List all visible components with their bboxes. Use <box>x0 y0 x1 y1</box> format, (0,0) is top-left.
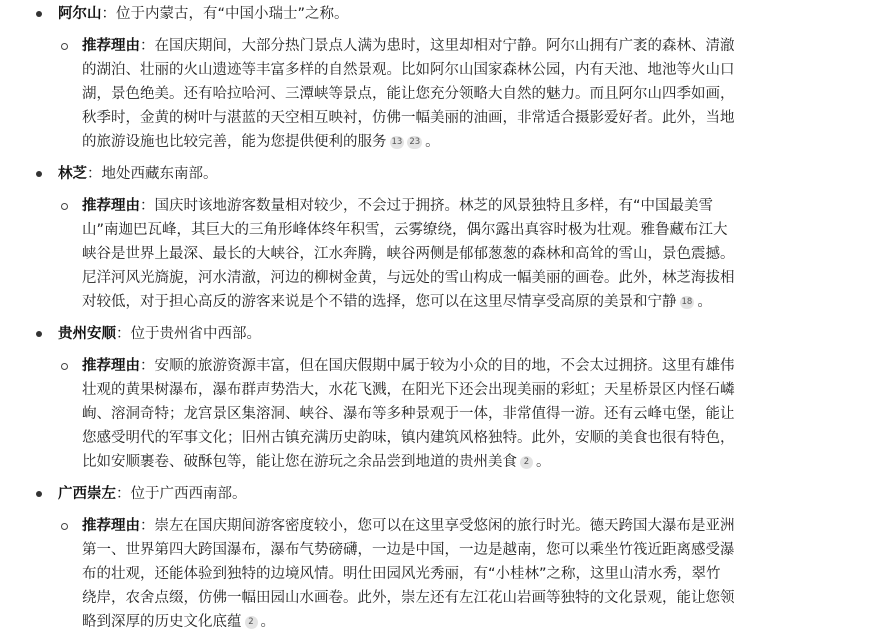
reason-label: 推荐理由 <box>82 358 140 374</box>
reason-line: 推荐理由：崇左在国庆期间游客密度较小，您可以在这里享受悠闲的旅行时光。德天跨国大瀑布是亚洲 <box>82 518 735 534</box>
reason-line: 布的壮观，还能体验到独特的边境风情。明仕田园风光秀丽，有“小桂林”之称，这里山清水秀，翠竹 <box>82 566 721 582</box>
place-heading <box>58 162 218 186</box>
reason-line: 推荐理由：安顺的旅游资源丰富，但在国庆假期中属于较为小众的目的地，不会太过拥挤。这里有雄伟 <box>82 358 735 374</box>
reason-line: 秋季时，金黄的树叶与湛蓝的天空相互映衬，仿佛一幅美丽的油画，非常适合摄影爱好者。此外，当地 <box>82 110 735 126</box>
reason-line: 峋、溶洞奇特；龙宫景区集溶洞、峡谷、瀑布等多种景观于一体，非常值得一游。还有云峰屯堡，能让 <box>82 406 735 422</box>
reason-line: 您感受明代的军事文化；旧州古镇充满历史韵味，镇内建筑风格独特。此外，安顺的美食也很有特色， <box>82 430 735 446</box>
place-name: 阿尔山 <box>58 6 102 22</box>
bullet-icon <box>36 331 42 337</box>
reason-line: 尼洋河风光旖旎，河水清澈，河边的柳树金黄，与远处的雪山构成一幅美丽的画卷。此外，林芝海拔相 <box>82 270 735 286</box>
reason-paragraph <box>82 514 822 634</box>
bullet-icon <box>36 171 42 177</box>
reason-label: 推荐理由 <box>82 518 140 534</box>
place-name: 林芝 <box>58 166 87 182</box>
reason-line: 绕岸，农舍点缀，仿佛一幅田园山水画卷。此外，崇左还有左江花山岩画等独特的文化景观，能让您领 <box>82 590 735 606</box>
reason-label: 推荐理由 <box>82 38 140 54</box>
reason-paragraph <box>82 194 822 314</box>
citation-badge[interactable]: 2 <box>245 616 258 629</box>
bullet-icon <box>36 11 42 17</box>
reason-line: 的湖泊、壮丽的火山遗迹等丰富多样的自然景观。比如阿尔山国家森林公园，内有天池、地池等火山口 <box>82 62 735 78</box>
sub-bullet-icon <box>61 43 68 50</box>
reason-line: 壮观的黄果树瀑布，瀑布群声势浩大，水花飞溅，在阳光下还会出现美丽的彩虹；天星桥景区内怪石嶙 <box>82 382 735 398</box>
reason-line: 略到深厚的历史文化底蕴 2 。 <box>82 614 275 630</box>
reason-line: 对较低，对于担心高反的游客来说是个不错的选择，您可以在这里尽情享受高原的美景和宁静 18 。 <box>82 294 712 310</box>
citation-badge[interactable]: 23 <box>409 137 421 147</box>
place-description: ：地处西藏东南部。 <box>87 166 218 182</box>
citation-badge[interactable]: 2 <box>520 456 533 469</box>
sub-bullet-icon <box>61 203 68 210</box>
place-heading <box>58 2 349 26</box>
place-heading <box>58 482 247 506</box>
place-description: ：位于贵州省中西部。 <box>116 326 261 342</box>
reason-paragraph <box>82 354 822 474</box>
reason-line: 山”南迦巴瓦峰，其巨大的三角形峰体终年积雪，云雾缭绕，偶尔露出真容时极为壮观。雅鲁藏布江大 <box>82 222 728 238</box>
place-name: 贵州安顺 <box>58 326 116 342</box>
citation-badge[interactable]: 13 <box>391 137 403 147</box>
reason-line: 推荐理由：在国庆期间，大部分热门景点人满为患时，这里却相对宁静。阿尔山拥有广袤的森林、清澈 <box>82 38 735 54</box>
place-description: ：位于内蒙古，有“中国小瑞士”之称。 <box>101 6 349 22</box>
reason-line: 的旅游设施也比较完善，能为您提供便利的服务 13 23 。 <box>82 134 440 150</box>
sub-bullet-icon <box>61 363 68 370</box>
place-name: 广西崇左 <box>58 486 116 502</box>
sub-bullet-icon <box>61 523 68 530</box>
reason-line: 第一、世界第四大跨国瀑布，瀑布气势磅礴，一边是中国，一边是越南，您可以乘坐竹筏近距离感受瀑 <box>82 542 735 558</box>
reason-line: 比如安顺裹卷、破酥包等，能让您在游玩之余品尝到地道的贵州美食 2 。 <box>82 454 551 470</box>
reason-line: 湖，景色绝美。还有哈拉哈河、三潭峡等景点，能让您充分领略大自然的魅力。而且阿尔山四季如画， <box>82 86 735 102</box>
bullet-icon <box>36 491 42 497</box>
place-heading <box>58 322 261 346</box>
reason-paragraph <box>82 34 822 154</box>
reason-label: 推荐理由 <box>82 198 140 214</box>
reason-line: 峡谷是世界上最深、最长的大峡谷，江水奔腾，峡谷两侧是郁郁葱葱的森林和高耸的雪山，景色震撼。 <box>82 246 735 262</box>
citation-badge[interactable]: 18 <box>681 297 693 307</box>
reason-line: 推荐理由：国庆时该地游客数量相对较少，不会过于拥挤。林芝的风景独特且多样，有“中国最美雪 <box>82 198 714 214</box>
place-description: ：位于广西西南部。 <box>116 486 247 502</box>
